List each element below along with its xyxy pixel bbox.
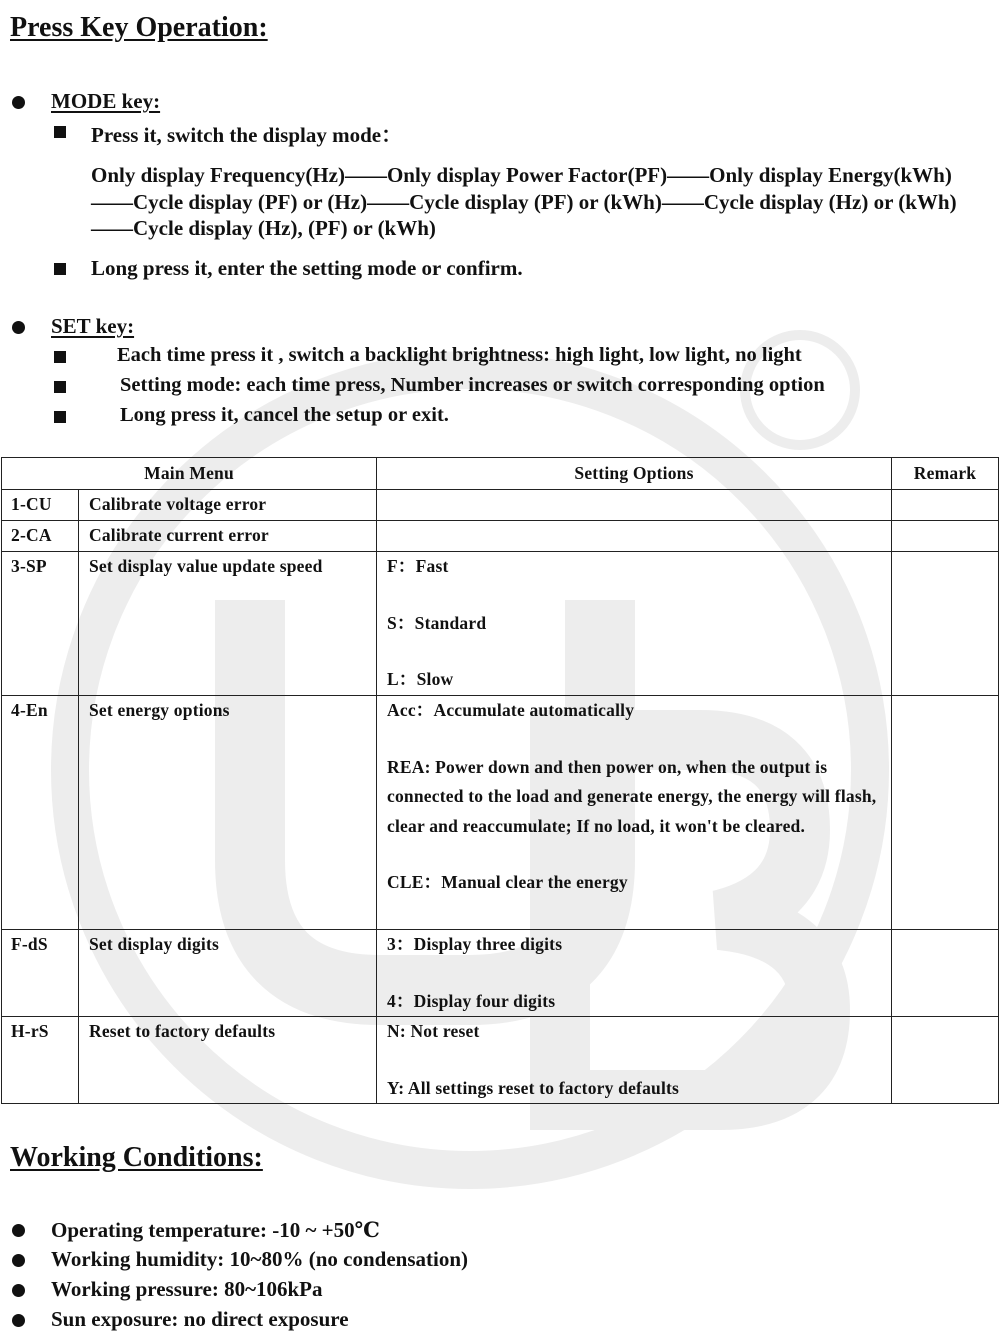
bullet-dot: [12, 1314, 25, 1327]
menu-description: Calibrate current error: [79, 521, 377, 552]
menu-code: H-rS: [2, 1017, 79, 1104]
operating-temperature: Operating temperature: -10 ~ +50℃: [51, 1218, 380, 1242]
remark-cell: [892, 696, 999, 930]
setting-options: [377, 930, 892, 1017]
bullet-square: [54, 126, 66, 138]
set-key-item-long-press: Long press it, cancel the setup or exit.: [120, 404, 449, 426]
menu-code: 3-SP: [2, 552, 79, 696]
bullet-dot: [12, 96, 25, 109]
header-main-menu: Main Menu: [2, 458, 377, 490]
option-text: F：Fast: [387, 556, 449, 576]
table-row: [2, 521, 999, 552]
mode-key-item-switch: Press it, switch the display mode：: [91, 123, 403, 147]
menu-code: 1-CU: [2, 490, 79, 521]
working-pressure: Working pressure: 80~106kPa: [51, 1277, 323, 1301]
bullet-square: [54, 381, 66, 393]
header-remark: Remark: [892, 458, 999, 490]
menu-code: 4-En: [2, 696, 79, 930]
remark-cell: [892, 1017, 999, 1104]
menu-table: [1, 457, 999, 1104]
option-text: Acc：Accumulate automatically: [387, 700, 635, 720]
bullet-square: [54, 263, 66, 275]
mode-key-display-cycle: Only display Frequency(Hz)——Only display Power Factor(PF)——Only display Energy(kWh)——Cycle display (PF) or (Hz)——Cycle display (PF) or (kWh)——Cycle display (Hz) or (kWh)——Cycle display (Hz), (PF) or (kWh): [91, 163, 957, 240]
table-row: [2, 930, 999, 1017]
setting-options: [377, 552, 892, 696]
remark-cell: [892, 490, 999, 521]
setting-options: [377, 490, 892, 521]
sun-exposure: Sun exposure: no direct exposure: [51, 1307, 349, 1331]
set-key-item-backlight: Each time press it , switch a backlight brightness: high light, low light, no light: [117, 344, 802, 366]
menu-description: Reset to factory defaults: [79, 1017, 377, 1104]
option-text: 4：Display four digits: [387, 990, 556, 1011]
option-text: Y: All settings reset to factory defaults: [387, 1077, 680, 1098]
remark-cell: [892, 930, 999, 1017]
working-conditions-heading: Working Conditions:: [10, 1142, 263, 1173]
option-text: CLE：Manual clear the energy: [387, 872, 628, 892]
setting-options: [377, 696, 892, 930]
menu-code: 2-CA: [2, 521, 79, 552]
mode-key-title: MODE key:: [51, 89, 161, 113]
table-row: [2, 696, 999, 930]
bullet-square: [54, 351, 66, 363]
menu-description: Set energy options: [79, 696, 377, 930]
option-text: N: Not reset: [387, 1021, 480, 1041]
table-row: [2, 552, 999, 696]
option-text: 3：Display three digits: [387, 934, 563, 954]
bullet-square: [54, 411, 66, 423]
menu-description: Set display digits: [79, 930, 377, 1017]
remark-cell: [892, 552, 999, 696]
bullet-dot: [12, 321, 25, 334]
working-humidity: Working humidity: 10~80% (no condensation): [51, 1247, 468, 1271]
bullet-dot: [12, 1224, 25, 1237]
menu-description: Calibrate voltage error: [79, 490, 377, 521]
setting-options: [377, 1017, 892, 1104]
set-key-item-setting-mode: Setting mode: each time press, Number increases or switch corresponding option: [120, 374, 825, 396]
set-key-title: SET key:: [51, 314, 135, 338]
mode-key-item-long-press: Long press it, enter the setting mode or confirm.: [91, 256, 523, 280]
bullet-dot: [12, 1284, 25, 1297]
table-row: [2, 490, 999, 521]
menu-code: F-dS: [2, 930, 79, 1017]
table-header-row: [2, 458, 999, 490]
press-key-heading: Press Key Operation:: [10, 12, 268, 43]
menu-description: Set display value update speed: [79, 552, 377, 696]
option-text: L：Slow: [387, 669, 454, 689]
setting-options: [377, 521, 892, 552]
remark-cell: [892, 521, 999, 552]
header-setting-options: Setting Options: [377, 458, 892, 490]
bullet-dot: [12, 1254, 25, 1267]
option-text: REA: Power down and then power on, when the output is connected to the load and generate energy, the energy will flash, clear and reaccumulate; If no load, it won't be cleared.: [387, 756, 877, 836]
option-text: S：Standard: [387, 612, 487, 633]
table-row: [2, 1017, 999, 1104]
